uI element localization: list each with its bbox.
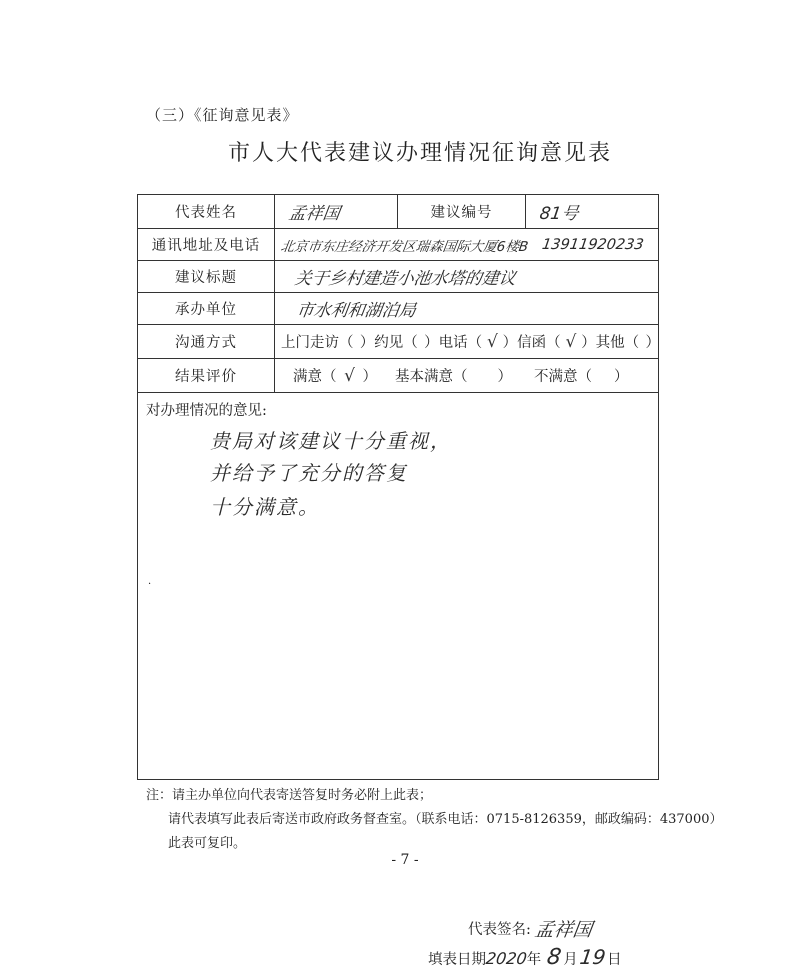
row-handler <box>138 293 658 325</box>
date-day-suffix: 日 <box>607 952 622 968</box>
proposal-no-label: 建议编号 <box>398 195 526 228</box>
comm-phone-option: ）电话（ <box>424 335 483 351</box>
signature-row <box>468 915 592 942</box>
signature-value: 孟祥国 <box>533 919 594 941</box>
date-month: 8 <box>545 945 563 970</box>
result-basic-option: 基本满意（ <box>395 369 468 385</box>
comm-letter-check: √ <box>565 331 577 352</box>
result-basic-close: ） <box>497 369 512 385</box>
comm-other-option: ）其他（ <box>581 335 640 351</box>
comm-visit-option: 上门走访（ <box>281 335 354 351</box>
handler-label: 承办单位 <box>138 293 275 324</box>
proposal-title-value: 关于乡村建造小池水塔的建议 <box>293 269 518 289</box>
comm-phone-check: √ <box>486 331 498 352</box>
note-line-3: 此表可复印。 <box>168 836 247 851</box>
comm-meet-option: ）约见（ <box>359 335 418 351</box>
signature-label: 代表签名: <box>468 922 531 938</box>
form-title: 市人大代表建议办理情况征询意见表 <box>227 141 612 166</box>
opinion-line-1: 贵局对该建议十分重视， <box>210 429 452 453</box>
contact-label: 通讯地址及电话 <box>138 229 275 260</box>
row-rep-name <box>138 195 658 229</box>
comm-letter-option: ）信函（ <box>502 335 561 351</box>
contact-phone: 13911920233 <box>541 236 645 253</box>
row-result <box>138 359 658 393</box>
result-unsatisfied-option: 不满意（ <box>534 369 592 385</box>
handler-value: 市水利和湖泊局 <box>295 301 418 321</box>
proposal-no-value: 81号 <box>538 204 580 224</box>
date-row <box>428 945 622 970</box>
result-satisfied-close: ） <box>362 369 377 385</box>
note-line-2: 请代表填写此表后寄送市政府政务督查室。（联系电话：0715-8126359，邮政编码：437000） <box>168 812 723 827</box>
date-year-suffix: 年 <box>526 952 542 968</box>
result-label: 结果评价 <box>138 359 275 392</box>
row-communication <box>138 325 658 359</box>
note-line-1: 注：请主办单位向代表寄送答复时务必附上此表； <box>146 788 433 803</box>
result-satisfied-check: √ <box>344 365 355 386</box>
result-satisfied-option: 满意（ <box>293 369 337 385</box>
rep-name-label: 代表姓名 <box>138 195 275 228</box>
proposal-title-label: 建议标题 <box>138 261 275 292</box>
row-proposal-title <box>138 261 658 293</box>
contact-address: 北京市东庄经济开发区瑞森国际大厦6楼B <box>279 238 530 255</box>
date-year: 2020 <box>484 949 529 968</box>
result-unsatisfied-close: ） <box>614 369 629 385</box>
opinion-line-2: 并给予了充分的答复 <box>210 461 408 485</box>
opinion-label: 对办理情况的意见: <box>146 403 267 419</box>
footnotes <box>146 784 723 856</box>
section-label: （三）《征询意见表》 <box>146 106 299 124</box>
comm-other-close: ） <box>645 335 660 351</box>
comm-label: 沟通方式 <box>138 325 275 358</box>
date-day: 19 <box>578 945 607 969</box>
date-label: 填表日期 <box>428 952 486 968</box>
rep-name-value: 孟祥国 <box>287 204 342 224</box>
row-contact <box>138 229 658 261</box>
date-month-suffix: 月 <box>563 952 578 968</box>
opinion-line-3: 十分满意。 <box>210 495 320 519</box>
page-number: - 7 - <box>391 852 419 868</box>
stray-mark: · <box>148 579 152 590</box>
